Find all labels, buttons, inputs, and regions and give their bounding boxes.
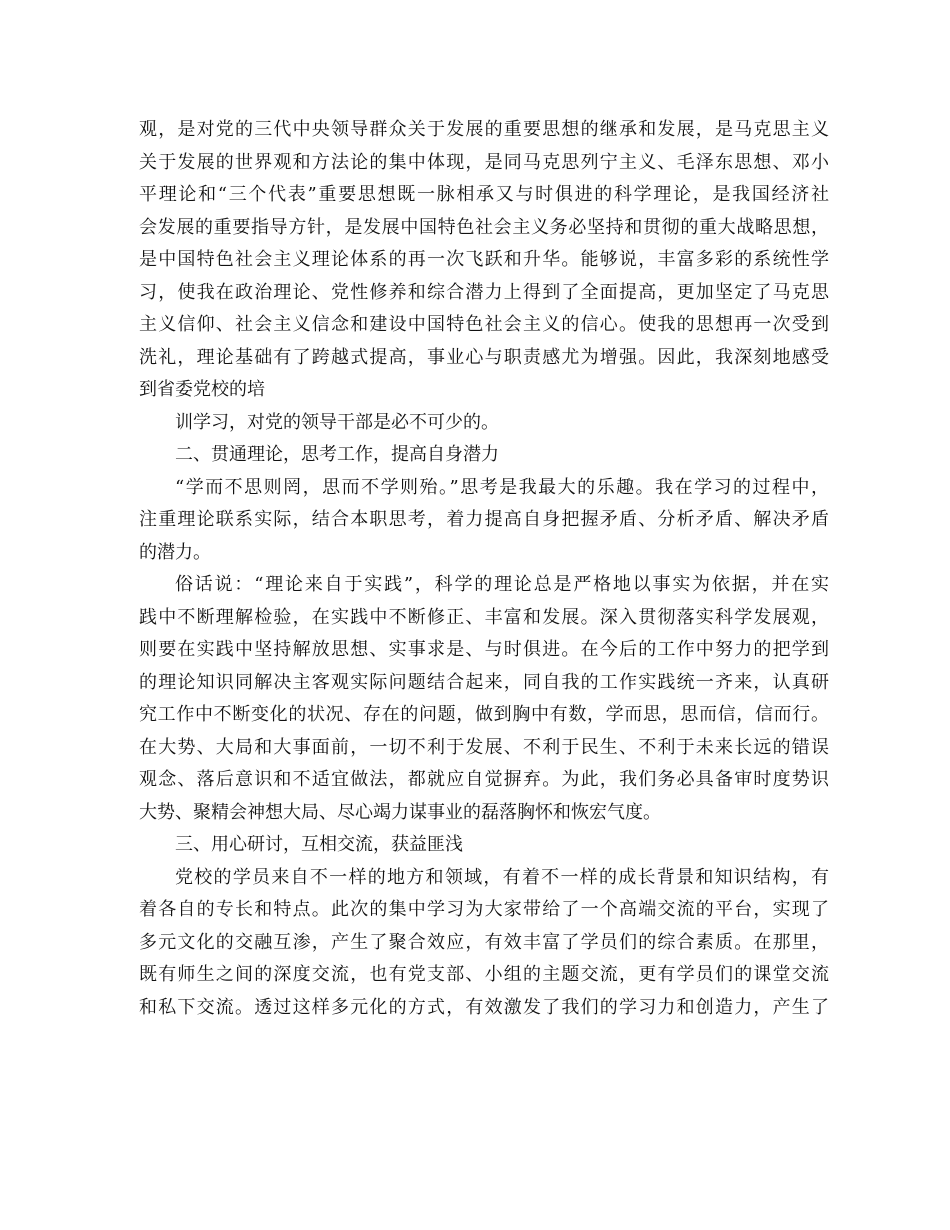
text-line: 的潜力。 bbox=[139, 541, 211, 563]
text-line: 既有师生之间的深度交流，也有党支部、小组的主题交流，更有学员们的课堂交流 bbox=[139, 964, 829, 985]
text-line: 主义信仰、社会主义信念和建设中国特色社会主义的信心。使我的思想再一次受到 bbox=[139, 314, 829, 335]
document-body bbox=[139, 114, 829, 1024]
text-line: 则要在实践中坚持解放思想、实事求是、与时俱进。在今后的工作中努力的把学到 bbox=[139, 639, 829, 660]
text-line: 和私下交流。透过这样多元化的方式，有效激发了我们的学习力和创造力，产生了 bbox=[139, 996, 829, 1018]
text-line: 训学习，对党的领导干部是必不可少的。 bbox=[175, 411, 499, 433]
text-line: 二、贯通理论，思考工作，提高自身潜力 bbox=[175, 444, 499, 465]
text-line: 会发展的重要指导方针，是发展中国特色社会主义务必坚持和贯彻的重大战略思想， bbox=[139, 216, 829, 238]
text-line: 究工作中不断变化的状况、存在的问题，做到胸中有数，学而思，思而信，信而行。 bbox=[139, 704, 829, 725]
text-line: 注重理论联系实际，结合本职思考，着力提高自身把握矛盾、分析矛盾、解决矛盾 bbox=[139, 509, 829, 530]
text-line: 观念、落后意识和不适宜做法，都就应自觉摒弃。为此，我们务必具备审时度势识 bbox=[139, 769, 829, 790]
text-line: 党校的学员来自不一样的地方和领域，有着不一样的成长背景和知识结构，有 bbox=[175, 866, 829, 888]
text-line: 践中不断理解检验，在实践中不断修正、丰富和发展。深入贯彻落实科学发展观， bbox=[139, 606, 829, 628]
text-line: 在大势、大局和大事面前，一切不利于发展、不利于民生、不利于未来长远的错误 bbox=[139, 736, 829, 758]
text-line: 洗礼，理论基础有了跨越式提高，事业心与职责感尤为增强。因此，我深刻地感受 bbox=[139, 346, 829, 368]
text-line: 是中国特色社会主义理论体系的再一次飞跃和升华。能够说，丰富多彩的系统性学 bbox=[139, 249, 829, 270]
text-line: 到省委党校的培 bbox=[139, 379, 265, 400]
text-line: 关于发展的世界观和方法论的集中体现，是同马克思列宁主义、毛泽东思想、邓小 bbox=[139, 151, 829, 173]
text-line: 三、用心研讨，互相交流，获益匪浅 bbox=[175, 834, 463, 855]
text-line: 习，使我在政治理论、党性修养和综合潜力上得到了全面提高，更加坚定了马克思 bbox=[139, 281, 829, 303]
text-line: 的理论知识同解决主客观实际问题结合起来，同自我的工作实践统一齐来，认真研 bbox=[139, 671, 829, 693]
text-line: 大势、聚精会神想大局、尽心竭力谋事业的磊落胸怀和恢宏气度。 bbox=[139, 801, 661, 823]
text-line: 着各自的专长和特点。此次的集中学习为大家带给了一个高端交流的平台，实现了 bbox=[139, 899, 829, 920]
text-line: 俗话说：“理论来自于实践”，科学的理论总是严格地以事实为依据，并在实 bbox=[175, 574, 829, 595]
text-line: 平理论和“三个代表”重要思想既一脉相承又与时俱进的科学理论，是我国经济社 bbox=[139, 184, 829, 205]
text-line: 多元文化的交融互渗，产生了聚合效应，有效丰富了学员们的综合素质。在那里， bbox=[139, 931, 829, 953]
text-line: “学而不思则罔，思而不学则殆。”思考是我最大的乐趣。我在学习的过程中， bbox=[175, 476, 829, 498]
text-line: 观，是对党的三代中央领导群众关于发展的重要思想的继承和发展，是马克思主义 bbox=[139, 119, 829, 140]
